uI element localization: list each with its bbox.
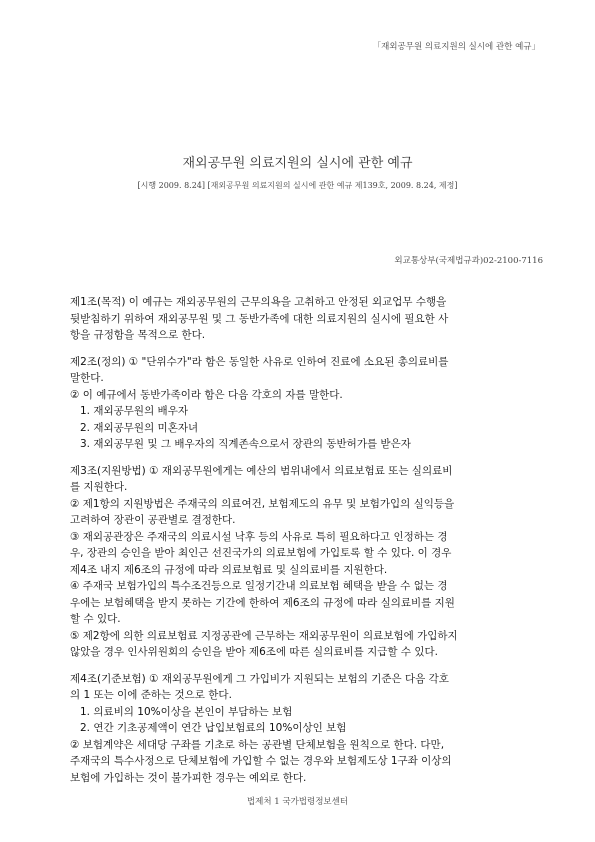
article-line: 우, 장관의 승인을 받아 최인근 선진국가의 의료보험에 가입토록 할 수 있다. 이 경우 (70, 547, 452, 559)
article-line: ③ 재외공관장은 주재국의 의료시설 낙후 등의 사유로 특히 필요하다고 인정하는 경 (70, 530, 448, 543)
list-item: 2. 연간 기초공제액이 연간 납입보험료의 10%이상인 보험 (80, 722, 347, 734)
article-line: 할 수 있다. (70, 613, 121, 625)
article-line: 제3조(지원방법) ① 재외공무원에게는 예산의 범위내에서 의료보험료 또는 실의료비 (70, 464, 453, 477)
ministry-contact: 외교통상부(국제법규과)02-2100-7116 (394, 256, 543, 266)
article-4 (70, 671, 540, 787)
article-line: 주재국의 특수사정으로 단체보험에 가입할 수 없는 경우와 보험제도상 1구좌 이상의 (70, 755, 452, 767)
article-line: 제1조(목적) 이 예규는 재외공무원의 근무의욕을 고취하고 안정된 외교업무 수행을 (70, 296, 447, 308)
list-item: 3. 재외공무원 및 그 배우자의 직계존속으로서 장관의 동반허가를 받은자 (80, 438, 411, 450)
article-line: ② 제1항의 지원방법은 주재국의 의료여건, 보험제도의 유무 및 보험가입의 실익등을 (70, 497, 455, 510)
list-item: 1. 의료비의 10%이상을 본인이 부담하는 보험 (80, 705, 293, 718)
article-line: ⑤ 제2항에 의한 의료보험료 지정공관에 근무하는 재외공무원이 의료보험에 가입하지 (70, 629, 458, 642)
page-footer: 법제처 1 국가법령정보센터 (246, 797, 349, 807)
article-line: 뒷받침하기 위하여 재외공무원 및 그 동반가족에 대한 의료지원의 실시에 필요한 사 (70, 312, 449, 325)
article-line: 제2조(정의) ① "단위수가"라 함은 동일한 사유로 인하여 진료에 소요된 총의료비를 (70, 355, 449, 368)
document-body (70, 294, 540, 796)
article-line: 우에는 보험혜택을 받지 못하는 기간에 한하여 제6조의 규정에 따라 실의료비를 지원 (70, 596, 455, 609)
article-line: ② 보험계약은 세대당 구좌를 기초로 하는 공관별 단체보험을 원칙으로 한다. 다만, (70, 738, 445, 751)
article-2 (70, 354, 540, 453)
article-line: 말한다. (70, 372, 104, 384)
article-line: 의 1 또는 이에 준하는 것으로 한다. (70, 689, 232, 701)
document-subtitle: [시행 2009. 8.24] [재외공무원 의료지원의 실시에 관한 예규 제139호, 2009. 8.24, 제정] (137, 181, 458, 190)
document-title: 재외공무원 의료지원의 실시에 관한 예규 (182, 156, 413, 171)
article-1 (70, 294, 540, 344)
article-line: 보험에 가입하는 것이 불가피한 경우는 예외로 한다. (70, 771, 307, 784)
article-line: 를 지원한다. (70, 481, 128, 493)
article-line: ② 이 예규에서 동반가족이라 함은 다음 각호의 자를 말한다. (70, 388, 343, 401)
list-item: 2. 재외공무원의 미혼자녀 (80, 421, 199, 434)
article-line: 제4조 내지 제6조의 규정에 따라 의료보험료 및 실의료비를 지원한다. (70, 563, 388, 576)
article-line: 않았을 경우 인사위원회의 승인을 받아 제6조에 따른 실의료비를 지급할 수 있다. (70, 646, 438, 658)
header-note: 「재외공무원 의료지원의 실시에 관한 예규」 (372, 42, 540, 52)
article-line: 항을 규정함을 목적으로 한다. (70, 329, 206, 341)
article-3 (70, 463, 540, 661)
article-line: 고려하여 장관이 공관별로 결정한다. (70, 514, 236, 526)
list-item: 1. 재외공무원의 배우자 (80, 405, 188, 417)
article-line: 제4조(기준보험) ① 재외공무원에게 그 가입비가 지원되는 보험의 기준은 다음 각호 (70, 672, 449, 685)
article-line: ④ 주재국 보험가입의 특수조건등으로 일정기간내 의료보험 혜택을 받을 수 없는 경 (70, 580, 448, 592)
